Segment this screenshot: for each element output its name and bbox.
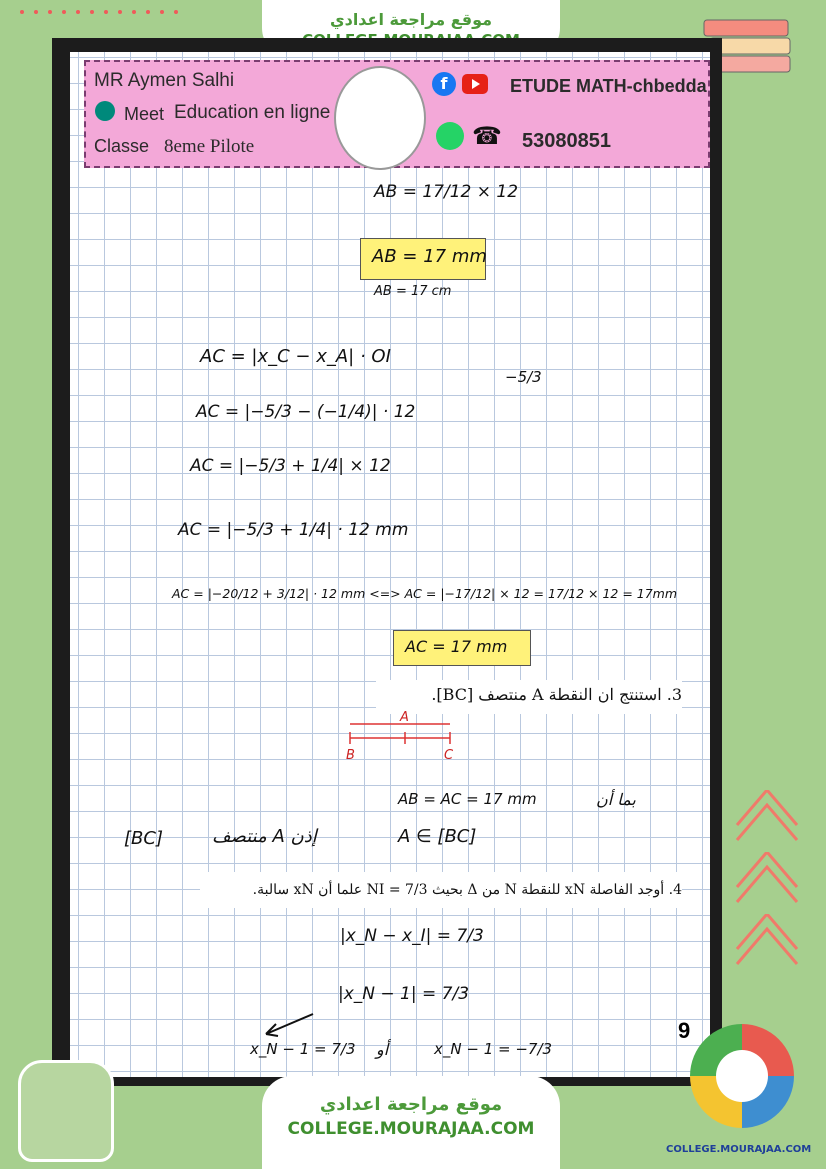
arrow-icon	[258, 1010, 318, 1040]
ab-result: AB = 17 mm	[372, 246, 487, 267]
decorative-dots	[20, 8, 200, 27]
side-note: −5/3	[505, 368, 542, 386]
q3-equality: AB = AC = 17 mm	[398, 790, 537, 808]
q4-line3: x_N − 1 = 7/3	[250, 1040, 356, 1058]
meet-label: Meet	[124, 104, 165, 124]
ac-line5: AC = |−20/12 + 3/12| · 12 mm <=> AC = |−17/12| × 12 = 17/12 × 12 = 17mm	[172, 586, 678, 601]
chevron-up-icon	[732, 790, 802, 850]
youtube-icon[interactable]	[462, 74, 488, 94]
school-logo	[334, 66, 426, 170]
facebook-icon[interactable]: f	[432, 72, 456, 96]
q4-line4: x_N − 1 = −7/3	[434, 1040, 553, 1058]
ac-result: AC = 17 mm	[405, 637, 508, 656]
q3-concl-right: A ∈ [BC]	[398, 826, 477, 847]
question-4-text: 4. أوجد الفاصلة xN للنقطة N من Δ بحيث NI = 7/3 علما أن xN سالبة.	[200, 872, 682, 908]
q3-concl-left: [BC]	[124, 828, 163, 849]
chevron-up-icon	[732, 852, 802, 912]
meet-icon	[95, 101, 115, 121]
site-name-top: موقع مراجعة اعدادي	[329, 10, 493, 29]
backpack-icon	[18, 1060, 114, 1162]
q4-line1: |x_N − x_I| = 7/3	[340, 926, 484, 946]
ac-line4: AC = |−5/3 + 1/4| · 12 mm	[178, 520, 409, 540]
grid-paper	[70, 52, 710, 1077]
q3-since: بما أن	[596, 790, 636, 809]
phone-icon: ☎	[472, 122, 502, 150]
chevron-up-icon	[732, 914, 802, 974]
axis-label-a: A	[400, 710, 409, 725]
site-name-bottom: موقع مراجعة اعدادي	[319, 1094, 503, 1115]
phone-number: 53080851	[522, 130, 611, 152]
ac-line2: AC = |−5/3 − (−1/4)| · 12	[196, 402, 416, 422]
axis-label-c: C	[444, 748, 454, 763]
bottom-site-banner[interactable]	[262, 1076, 560, 1169]
class-label: Classe	[94, 136, 150, 156]
platform-label: Education en ligne	[174, 102, 331, 123]
brand-name: ETUDE MATH-chbedda	[510, 76, 707, 96]
ac-line3: AC = |−5/3 + 1/4| × 12	[190, 456, 391, 476]
ab-note: AB = 17 cm	[374, 284, 452, 299]
q3-concl-mid: منتصف A إذن	[212, 826, 317, 847]
ab-line1: AB = 17/12 × 12	[374, 182, 519, 202]
page-number: 9	[678, 1018, 691, 1043]
q4-line2: |x_N − 1| = 7/3	[338, 984, 470, 1004]
class-value: 8eme Pilote	[164, 136, 255, 157]
badge-url[interactable]: COLLEGE.MOURAJAA.COM	[666, 1144, 812, 1155]
teacher-name: MR Aymen Salhi	[94, 70, 235, 91]
axis-label-b: B	[346, 748, 355, 763]
question-3-text: 3. استنتج ان النقطة A منتصف [BC].	[376, 680, 682, 714]
site-badge-icon	[690, 1024, 794, 1128]
q4-or: أو	[376, 1040, 389, 1059]
ac-line1: AC = |x_C − x_A| · OI	[200, 346, 391, 367]
whatsapp-icon[interactable]	[436, 122, 464, 150]
site-url-bottom[interactable]: COLLEGE.MOURAJAA.COM	[287, 1119, 535, 1139]
